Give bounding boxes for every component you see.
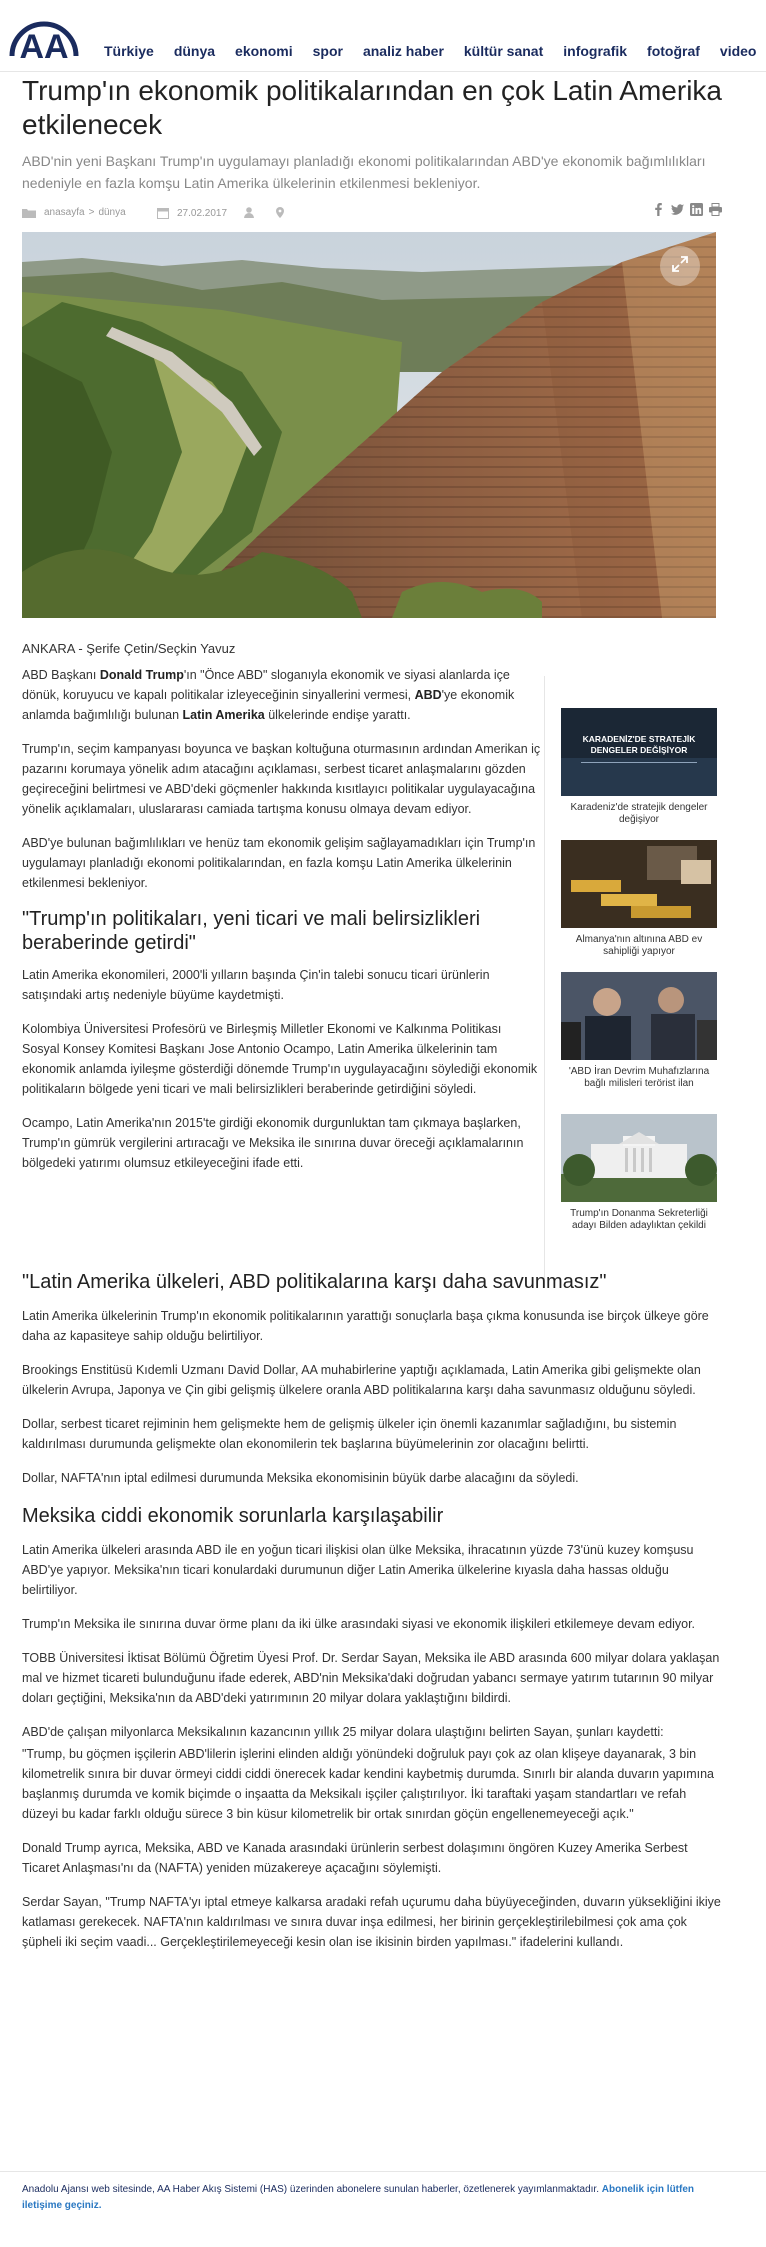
hero-image[interactable] — [22, 232, 716, 618]
facebook-icon[interactable] — [652, 203, 665, 216]
paragraph-9: Dollar, serbest ticaret rejiminin hem gelişmekte hem de gelişmiş ülkeler için önemli kazanımlar sağladığını, bu sistemin kaldırılması durumunda gelişmekte olan ekonomilerin tek başlarına büyümelerinin zor olacağını belirtti. — [22, 1417, 677, 1451]
related-news-caption[interactable]: 'ABD İran Devrim Muhafızlarına bağlı milisleri terörist ilan — [568, 1066, 710, 1089]
nav-item-dunya[interactable]: dünya — [173, 43, 216, 59]
paragraph-17: Serdar Sayan, "Trump NAFTA'yı iptal etmeye kalkarsa aradaki refah uçurumu daha büyüyeceğinden, duvarın yüksekliğini ikiye katlaması gerekecek. NAFTA'nın kaldırılması ve sınıra duvar inşa edilmesi, her birinin gerçekleştirilebilmesi çok ama çok şüpheli iki seçim vaadi... Gerçekleştirilemeyeceği kesin olan ise ikisinin birden yapılması." ifadelerini kullandı. — [22, 1895, 721, 1949]
text: ülkelerinde endişe yarattı. — [264, 708, 411, 722]
footer-text: Anadolu Ajansı web sitesinde, AA Haber Akış Sistemi (HAS) üzerinden abonelere sunulan haberler, özetlenerek yayımlanmaktadır. — [22, 2184, 602, 2195]
text: 'ye ekonomik anlamda bağımlılığı bulunan — [22, 688, 515, 722]
linkedin-icon[interactable] — [690, 203, 703, 216]
location-meta — [276, 207, 284, 218]
breadcrumb-separator: > — [88, 207, 95, 218]
related-news-image — [561, 1114, 717, 1202]
article-body-full — [22, 1270, 722, 1966]
related-news-item[interactable] — [561, 708, 717, 826]
related-news-caption[interactable]: Karadeniz'de stratejik dengeler değişiyor — [570, 802, 708, 825]
article-summary: ABD'nin yeni Başkanı Trump'ın uygulamayı planladığı ekonomi politikalarından ABD'ye ekonomik bağımlılıkları nedeniyle en fazla komşu Latin Amerika ülkelerinin etkilenmesi bekleniyor. — [22, 153, 706, 191]
article-meta — [22, 203, 722, 223]
svg-text:KARADENİZ'DE STRATEJİK: KARADENİZ'DE STRATEJİK — [582, 734, 696, 744]
paragraph-4: Latin Amerika ekonomileri, 2000'li yılların başında Çin'in talebi sonucu ticari ürünlerin satışındaki artış nedeniyle büyüme kaydetmişti. — [22, 968, 490, 1002]
map-pin-icon — [276, 207, 284, 218]
person-name: Donald Trump — [99, 668, 184, 682]
calendar-icon — [157, 207, 169, 219]
user-icon — [244, 207, 254, 218]
subscription-contact-link[interactable]: Abonelik için lütfen iletişime geçiniz. — [22, 2184, 695, 2211]
country-name: ABD — [414, 688, 442, 702]
text: ABD Başkanı — [22, 668, 100, 682]
aa-logo[interactable] — [8, 6, 80, 64]
nav-item-kultur-sanat[interactable]: kültür sanat — [463, 43, 544, 59]
nav-item-video[interactable]: video — [719, 43, 757, 59]
paragraph-6: Ocampo, Latin Amerika'nın 2015'te girdiği ekonomik durgunluktan tam çıkmaya başlarken, Trump'ın gümrük vergilerini artıracağı ve Meksika ile sınırına duvar öreceği açıklamalarının bölgedeki yatırımı olumsuz etkileyeceğini ifade etti. — [22, 1116, 524, 1170]
paragraph-14: ABD'de çalışan milyonlarca Meksikalının kazancının yıllık 25 milyar dolara ulaştığını belirten Sayan, şunları kaydetti: — [22, 1725, 664, 1739]
paragraph-11: Latin Amerika ülkeleri arasında ABD ile en yoğun ticari ilişkisi olan ülke Meksika, ihracatının yüzde 73'ünü kuzey komşusu ABD'ye yapıyor. Meksika'nın ticari konulardaki durumunun diğer Latin Amerika ülkelerine kıyasla daha hassas olduğu belirtiliyor. — [22, 1543, 694, 1597]
footer-divider — [0, 2171, 766, 2172]
related-news-item[interactable] — [561, 840, 717, 958]
paragraph-12: Trump'ın Meksika ile sınırına duvar örme planı da iki ülke arasındaki siyasi ve ekonomik ilişkileri etkilemeye devam ediyor. — [22, 1617, 696, 1631]
article-body-left — [22, 665, 542, 1187]
paragraph-16: Donald Trump ayrıca, Meksika, ABD ve Kanada arasındaki ürünlerin serbest dolaşımını öngören Kuzey Amerika Serbest Ticaret Anlaşması'nı da (NAFTA) yeniden müzakereye açacağını söylemişti. — [22, 1841, 688, 1875]
related-news-item[interactable] — [561, 1114, 717, 1232]
subheading-3: Meksika ciddi ekonomik sorunlarla karşılaşabilir — [22, 1505, 444, 1527]
nav-item-fotograf[interactable]: fotoğraf — [647, 43, 700, 59]
related-news-caption[interactable]: Trump'ın Donanma Sekreterliği adayı Bilden adaylıktan çekildi — [570, 1208, 708, 1231]
paragraph-13: TOBB Üniversitesi İktisat Bölümü Öğretim Üyesi Prof. Dr. Serdar Sayan, Meksika ile ABD arasında 600 milyar dolara yaklaşan mal ve hizmet ticareti bulunduğunu ifade ederek, ABD'nin Meksika'daki doğrudan yabancı sermaye yatırım tutarının 90 milyar doları geçtiğini, Meksika'nın da ABD'deki yatırımının 20 milyar dolara yaklaştığını bildirdi. — [22, 1651, 720, 1705]
breadcrumb-home[interactable]: anasayfa — [44, 207, 85, 218]
paragraph-5: Kolombiya Üniversitesi Profesörü ve Birleşmiş Milletler Ekonomi ve Kalkınma Politikası Sosyal Konsey Komitesi Başkanı Jose Antonio Ocampo, Latin Amerika ülkelerinin tam ekonomik anlamda iyileşme gösterdiği dönemde Trump'ın uygulayacağını söylediği ekonomik politikaların bölgede yeni ticari ve mali belirsizlikleri beraberinde getirdiğini söyledi. — [22, 1022, 538, 1096]
article-title: Trump'ın ekonomik politikalarından en çok Latin Amerika etkilenecek — [22, 75, 722, 140]
breadcrumb-section[interactable]: dünya — [98, 207, 126, 218]
expand-image-button[interactable] — [660, 246, 700, 286]
paragraph-2: Trump'ın, seçim kampanyası boyunca ve başkan koltuğuna oturmasının ardından Amerikan iç pazarını korumaya yönelik adım atacağını açıklaması, serbest ticaret anlaşmalarını gözden geçireceğini belirtmesi ve ABD'deki göçmenler hakkında kısıtlayıcı politikalar uygulayacağına yönelik açıklamaları, uluslararası camiada tartışma konusu olmaya devam ediyor. — [22, 742, 541, 816]
site-header — [0, 0, 766, 72]
quote-paragraph: "Trump, bu göçmen işçilerin ABD'lilerin işlerini elinden aldığı yönündeki doğruluk payı çok az olan klişeye dayanarak, 3 bin kilometrelik sınıra bir duvar örmeyi ciddi ciddi önerecek kadar kendini kaybetmiş durumda. Sınırlı bir alanda duvarın yapımına başlanmış durumda ve komik biçimde o inşaatta da Meksikalı işçiler çalıştırılıyor. İki taraftaki yaşam standartları ve refah düzeyi bu kadar farklı olduğu sürece 3 bin küsur kilometrelik bir ortak sınırdan göçün engellenemeyeceği açık." — [22, 1747, 714, 1821]
nav-item-spor[interactable]: spor — [312, 43, 343, 59]
expand-icon — [672, 256, 688, 277]
date-text: 27.02.2017 — [177, 207, 228, 219]
print-icon[interactable] — [709, 203, 722, 216]
text: 'ın "Önce ABD" sloganıyla ekonomik ve siyasi alanlarda içe dönük, koruyucu ve kapalı politikalar izleyeceğinin sinyallerini vermesi, — [22, 668, 510, 702]
related-news-image — [561, 840, 717, 928]
share-bar — [652, 203, 722, 216]
nav-item-analiz-haber[interactable]: analiz haber — [362, 43, 444, 59]
region-name: Latin Amerika — [182, 708, 265, 722]
twitter-icon[interactable] — [671, 203, 684, 216]
paragraph-10: Dollar, NAFTA'nın iptal edilmesi durumunda Meksika ekonomisinin büyük darbe alacağını da söyledi. — [22, 1471, 579, 1485]
paragraph-3: ABD'ye bulunan bağımlılıkları ve henüz tam ekonomik gelişim sağlayamadıkları için Trump'ın uygulamayı planladığı ekonomi politikalarından, en fazla komşu Latin Amerika ülkelerinin etkilenmesi bekleniyor. — [22, 836, 536, 890]
subheading-2: "Latin Amerika ülkeleri, ABD politikalarına karşı daha savunmasız" — [22, 1271, 607, 1293]
nav-item-turkiye[interactable]: Türkiye — [104, 43, 154, 59]
paragraph-7: Latin Amerika ülkelerinin Trump'ın ekonomik politikalarının yarattığı sonuçlarla başa çıkma konusunda ise birçok ülkeye göre daha az kapasiteye sahip olduğu belirtiliyor. — [22, 1309, 709, 1343]
nav-item-infografik[interactable]: infografik — [563, 43, 628, 59]
publish-date — [157, 207, 227, 219]
svg-text:DENGELER DEĞİŞİYOR: DENGELER DEĞİŞİYOR — [590, 745, 688, 755]
related-news-item[interactable] — [561, 972, 717, 1090]
nav-item-ekonomi[interactable]: ekonomi — [235, 43, 293, 59]
paragraph-1 — [22, 665, 542, 725]
paragraph-8: Brookings Enstitüsü Kıdemli Uzmanı David Dollar, AA muhabirlerine yaptığı açıklamada, Latin Amerika gibi gelişmekte olan ülkelerin Avrupa, Japonya ve Çin gibi gelişmiş ülkelere oranla ABD politikalarına karşı daha savunmasız olduğunu söyledi. — [22, 1363, 701, 1397]
breadcrumb — [22, 207, 126, 218]
related-news-sidebar — [544, 676, 724, 1288]
author-meta — [244, 207, 254, 218]
footer-notice — [22, 2182, 722, 2214]
folder-icon — [22, 208, 36, 218]
article-byline: ANKARA - Şerife Çetin/Seçkin Yavuz — [22, 641, 236, 656]
subheading-1: "Trump'ın politikaları, yeni ticari ve mali belirsizlikleri beraberinde getirdi" — [22, 908, 481, 954]
related-news-image — [561, 708, 717, 796]
related-news-image — [561, 972, 717, 1060]
main-nav — [104, 43, 757, 59]
svg-text:AA: AA — [19, 28, 69, 64]
related-news-caption[interactable]: Almanya'nın altınına ABD ev sahipliği yapıyor — [575, 934, 703, 957]
